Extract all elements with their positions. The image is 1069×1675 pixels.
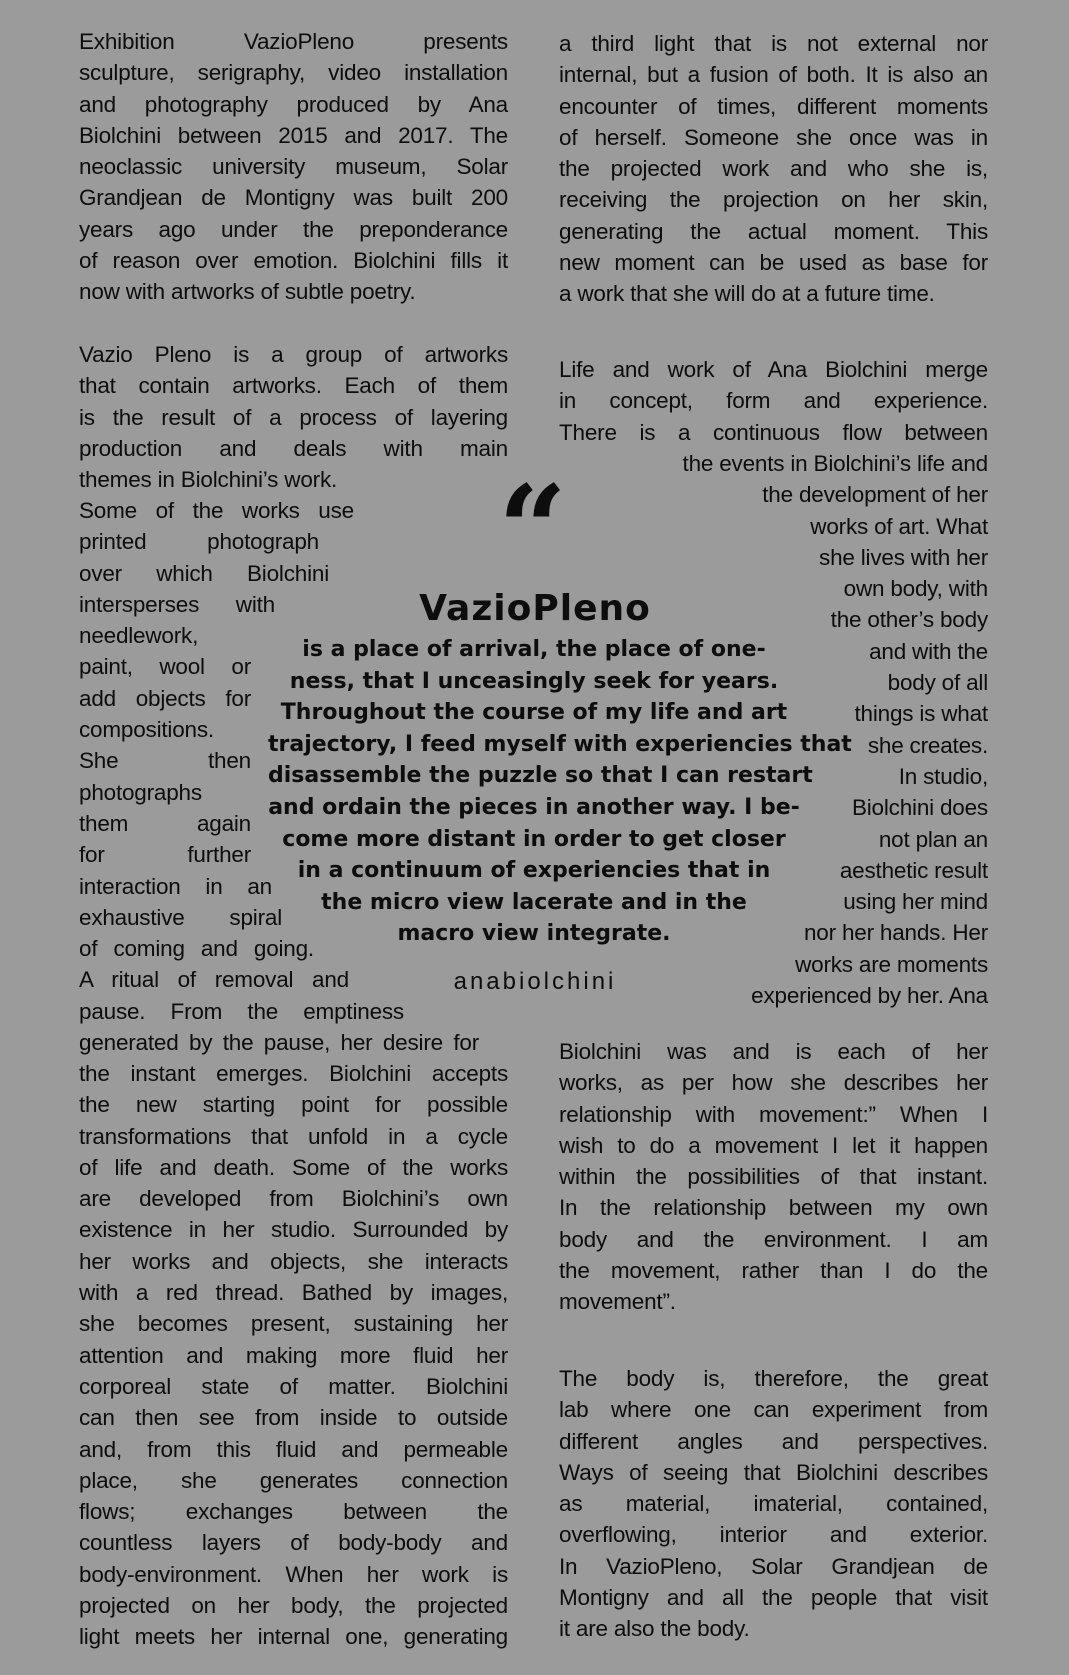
text-line: relationship with movement:” When I [559,1101,988,1127]
quote-line: in a continuum of experiencies that in [297,858,771,884]
quote-body [268,634,852,950]
text-line: body of all [887,670,988,696]
text-line: it are also the body. [559,1616,750,1642]
text-line: a work that she will do at a future time. [559,281,935,307]
quote-line: disassemble the puzzle so that I can restart [268,763,813,789]
quote-line: come more distant in order to get closer [282,826,786,852]
col2-paragraph-3 [559,1036,988,1318]
col2-paragraph-2 [559,354,988,448]
text-line: Vazio Pleno is a group of artworks [79,342,508,367]
quote-line: the micro view lacerate and in the [321,889,747,915]
text-line: encounter of times, different moments [559,93,988,119]
text-line: different angles and perspectives. [559,1428,988,1454]
text-line: is the result of a process of layering [79,404,508,430]
text-line: movement”. [559,1289,676,1315]
text-line: Exhibition VazioPleno presents [79,29,508,54]
quote-mark-icon: “ [498,459,568,600]
quote-line: macro view integrate. [397,921,671,947]
text-line: flows; exchanges between the [79,1499,508,1525]
text-line: interaction in an [79,873,272,899]
text-line: In VazioPleno, Solar Grandjean de [559,1553,988,1579]
text-line: the events in Biolchini’s life and [682,451,988,476]
text-line: There is a continuous flow between [559,419,988,445]
text-line: paint, wool or [79,654,251,680]
text-line: works are moments [795,951,988,977]
text-line: over which Biolchini [79,560,329,586]
text-line: years ago under the preponderance [79,216,508,242]
text-line: the projected work and who she is, [559,156,988,182]
text-line: needlework, [79,623,199,649]
text-line: Grandjean de Montigny was built 200 [79,185,508,211]
text-line: internal, but a fusion of both. It is also an [559,62,988,88]
text-line: existence in her studio. Surrounded by [79,1217,508,1243]
text-line: sculpture, serigraphy, video installation [79,60,508,86]
text-line: countless layers of body-body and [79,1530,508,1556]
text-line: the instant emerges. Biolchini accepts [79,1061,508,1086]
text-line: for further [79,842,251,868]
text-line: experienced by her. Ana [751,983,988,1009]
text-line: that contain artworks. Each of them [79,373,508,399]
text-line: the new starting point for possible [79,1092,508,1118]
text-line: place, she generates connection [79,1467,508,1493]
text-line: add objects for [79,685,251,711]
quote-line: trajectory, I feed myself with experiencies that [268,731,852,757]
text-line: generated by the pause, her desire for [79,1030,479,1056]
text-line: body and the environment. I am [559,1226,988,1252]
text-line: neoclassic university museum, Solar [79,154,508,180]
text-line: overflowing, interior and exterior. [559,1522,988,1548]
text-line: wish to do a movement I let it happen [559,1132,988,1158]
text-line: and, from this fluid and permeable [79,1436,508,1462]
text-line: lab where one can experiment from [559,1397,988,1423]
text-line: exhaustive spiral [79,904,282,930]
text-line: In the relationship between my own [559,1195,988,1221]
text-line: pause. From the emptiness [79,998,404,1024]
quote-title: VazioPleno [419,588,651,629]
text-line: she creates. [867,732,988,758]
col1-paragraph-1 [79,26,508,308]
text-line: compositions. [79,717,214,743]
text-line: photographs [79,779,202,805]
col1-paragraph-2 [79,339,508,495]
text-line: the development of her [762,482,988,508]
text-line: light meets her internal one, generating [79,1624,508,1650]
text-line: corporeal state of matter. Biolchini [79,1373,508,1399]
text-line: attention and making more fluid her [79,1342,508,1368]
text-line: with a red thread. Bathed by images, [79,1280,508,1306]
text-line: new moment can be used as base for [559,250,988,276]
text-line: transformations that unfold in a cycle [79,1123,508,1149]
text-line: aesthetic result [839,857,988,883]
text-line: them again [79,810,251,836]
text-line: Biolchini does [851,795,988,821]
text-line: The body is, therefore, the great [559,1366,988,1391]
text-line: Montigny and all the people that visit [559,1585,988,1611]
text-line: as material, imaterial, contained, [559,1491,988,1517]
quote-line: ness, that I unceasingly seek for years. [289,668,779,694]
text-line: body-environment. When her work is [79,1561,508,1587]
text-line: she lives with her [819,544,988,570]
text-line: of reason over emotion. Biolchini fills it [79,248,508,274]
text-line: of life and death. Some of the works [79,1154,508,1180]
text-line: She then [79,748,251,774]
text-line: Ways of seeing that Biolchini describes [559,1459,988,1485]
col1-paragraph-3 [79,1058,508,1653]
quote-line: and ordain the pieces in another way. I be- [268,794,800,820]
text-line: generating the actual moment. This [559,218,988,244]
col2-paragraph-1 [559,28,988,310]
text-line: In studio, [898,763,988,789]
text-line: can then see from inside to outside [79,1405,508,1431]
text-line: the other’s body [830,607,988,633]
text-line: things is what [854,701,988,727]
text-line: her works and objects, she interacts [79,1248,508,1274]
text-line: Biolchini was and is each of her [559,1039,988,1064]
text-line: works, as per how she describes her [559,1070,988,1096]
text-line: projected on her body, the projected [79,1593,508,1619]
text-line: Life and work of Ana Biolchini merge [559,357,988,382]
text-line: Biolchini between 2015 and 2017. The [79,122,508,148]
text-line: and with the [869,638,988,664]
text-line: of coming and going. [79,936,314,962]
text-line: now with artworks of subtle poetry. [79,279,416,305]
col2-paragraph-4 [559,1363,988,1645]
text-line: and photography produced by Ana [79,91,508,117]
text-line: themes in Biolchini’s work. [79,467,338,493]
quote-line: is a place of arrival, the place of one- [302,637,766,662]
text-line: a third light that is not external nor [559,31,988,56]
text-line: production and deals with main [79,435,508,461]
text-line: Some of the works use [79,498,354,523]
text-line: within the possibilities of that instant. [559,1164,988,1190]
text-line: she becomes present, sustaining her [79,1311,508,1337]
text-line: printed photograph [79,529,319,555]
text-line: intersperses with [79,591,275,617]
text-line: nor her hands. Her [803,920,988,946]
text-line: of herself. Someone she once was in [559,124,988,150]
text-line: the movement, rather than I do the [559,1258,988,1284]
quote-line: Throughout the course of my life and art [280,700,788,726]
text-line: receiving the projection on her skin, [559,187,988,213]
text-line: own body, with [843,576,988,602]
text-line: A ritual of removal and [79,967,349,993]
text-line: not plan an [878,826,988,852]
text-line: using her mind [843,889,988,915]
text-line: are developed from Biolchini’s own [79,1186,508,1212]
text-line: works of art. What [810,513,988,539]
text-line: in concept, form and experience. [559,388,988,414]
quote-signature: anabiolchini [453,968,617,995]
